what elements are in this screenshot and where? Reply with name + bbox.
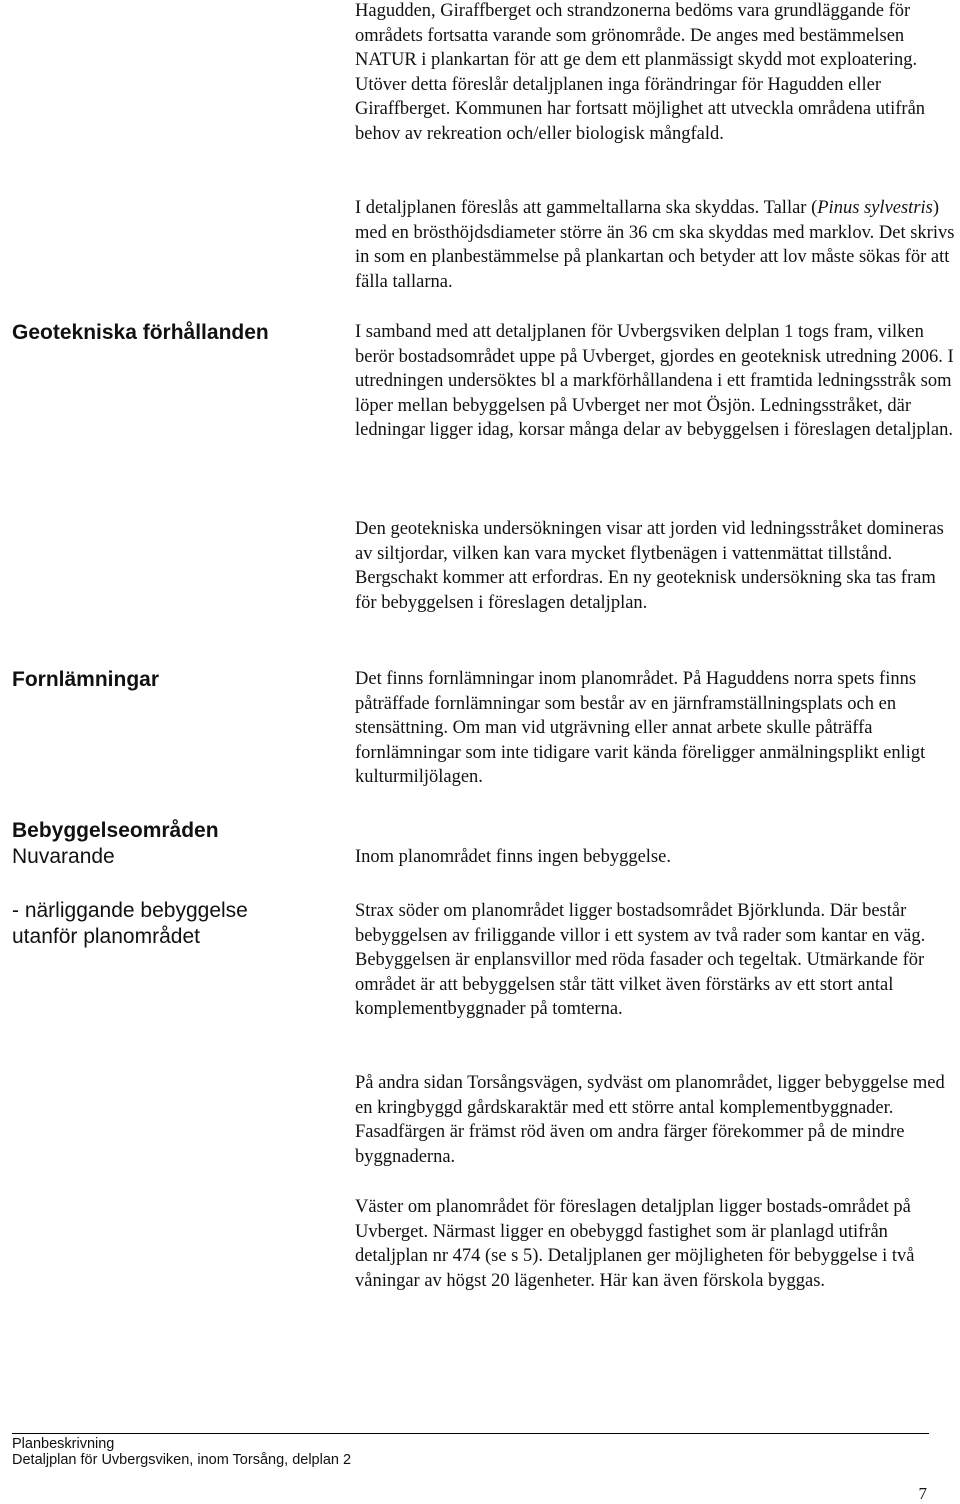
- heading-settlement-areas: Bebyggelseområden: [12, 819, 219, 842]
- paragraph-pine-protection: [355, 196, 960, 294]
- paragraph-bjorklunda: Strax söder om planområdet ligger bostadsområdet Björklunda. Där består bebyggelsen av friliggande villor i ett system av två rader som kantar en väg. Bebyggelsen är enplansvillor med röda fasader och tegeltak. Utmärkande för området är att bebyggelsen står tätt vilket även förstärks av ett stort antal komplementbyggnader på tomterna.: [355, 901, 926, 1020]
- paragraph-torsangsvagen: På andra sidan Torsångsvägen, sydväst om planområdet, ligger bebyggelse med en kringbyggd gårdskaraktär med ett större antal komplementbyggnader. Fasadfärgen är främst röd även om andra färger förekommer på de mindre byggnaderna.: [355, 1073, 945, 1167]
- paragraph-pine-latin-name: Pinus sylvestris: [817, 198, 933, 218]
- footer-title: Planbeskrivning: [12, 1436, 115, 1452]
- subheading-nearby-line2: utanför planområdet: [12, 925, 200, 948]
- paragraph-no-settlement: Inom planområdet finns ingen bebyggelse.: [355, 847, 671, 867]
- paragraph-pine-text-end: ) med en brösthöjdsdiameter större än 36 cm ska skyddas med marklov. Det skrivs in som en planbestämmelse på plankartan och betyder att lov måste sökas för att fälla tallarna.: [355, 198, 955, 292]
- paragraph-uvberget: Väster om planområdet för föreslagen detaljplan ligger bostads-området på Uvberget. Närmast ligger en obebyggd fastighet som är planlagd utifrån detaljplan nr 474 (se s 5). Detaljplanen ger möjligheten för bebyggelse i två våningar av högst 20 lägenheter. Här kan även förskola byggas.: [355, 1197, 915, 1291]
- paragraph-natur-protection: Hagudden, Giraffberget och strandzonerna bedöms vara grundläggande för områdets fortsatta varande som grönområde. De anges med bestämmelsen NATUR i plankartan för att ge dem ett planmässigt skydd mot exploatering. Utöver detta föreslår detaljplanen inga förändringar för Hagudden eller Giraffberget. Kommunen har fortsatt möjlighet att utveckla områdena utifrån behov av rekreation och/eller biologisk mångfald.: [355, 1, 926, 144]
- footer-subtitle: Detaljplan för Uvbergsviken, inom Torsång, delplan 2: [12, 1452, 352, 1468]
- subheading-nearby-settlement: [12, 898, 248, 950]
- heading-geotechnical: Geotekniska förhållanden: [12, 321, 269, 344]
- heading-ancient-remains: Fornlämningar: [12, 668, 160, 691]
- subheading-current: Nuvarande: [12, 845, 115, 868]
- paragraph-pine-text-start: I detaljplanen föreslås att gammeltallarna ska skyddas. Tallar (: [355, 198, 818, 218]
- page-number: 7: [918, 1484, 927, 1503]
- paragraph-geotechnical-survey: I samband med att detaljplanen för Uvbergsviken delplan 1 togs fram, vilken berör bostadsområdet uppe på Uvberget, gjordes en geoteknisk utredning 2006. I utredningen undersöktes bl a markförhållandena i ett framtida ledningsstråk som löper mellan bebyggelsen på Uvberget ner mot Ösjön. Ledningsstråket, där ledningar ligger idag, korsar många delar av bebyggelsen i föreslagen detaljplan.: [355, 322, 954, 441]
- footer-divider: [12, 1433, 929, 1434]
- paragraph-ancient-remains: Det finns fornlämningar inom planområdet. På Haguddens norra spets finns påträffade fornlämningar som består av en järnframställningsplats och en stensättning. Om man vid utgrävning eller annat arbete skulle påträffa fornlämningar som inte tidigare varit kända föreligger anmälningsplikt enligt kulturmiljölagen.: [355, 669, 926, 788]
- paragraph-geotechnical-findings: Den geotekniska undersökningen visar att jorden vid ledningsstråket domineras av siltjordar, vilken kan vara mycket flytbenägen i vattenmättat tillstånd. Bergschakt kommer att erfordras. En ny geoteknisk undersökning ska tas fram för bebyggelsen i föreslagen detaljplan.: [355, 519, 944, 613]
- subheading-nearby-line1: - närliggande bebyggelse: [12, 899, 248, 922]
